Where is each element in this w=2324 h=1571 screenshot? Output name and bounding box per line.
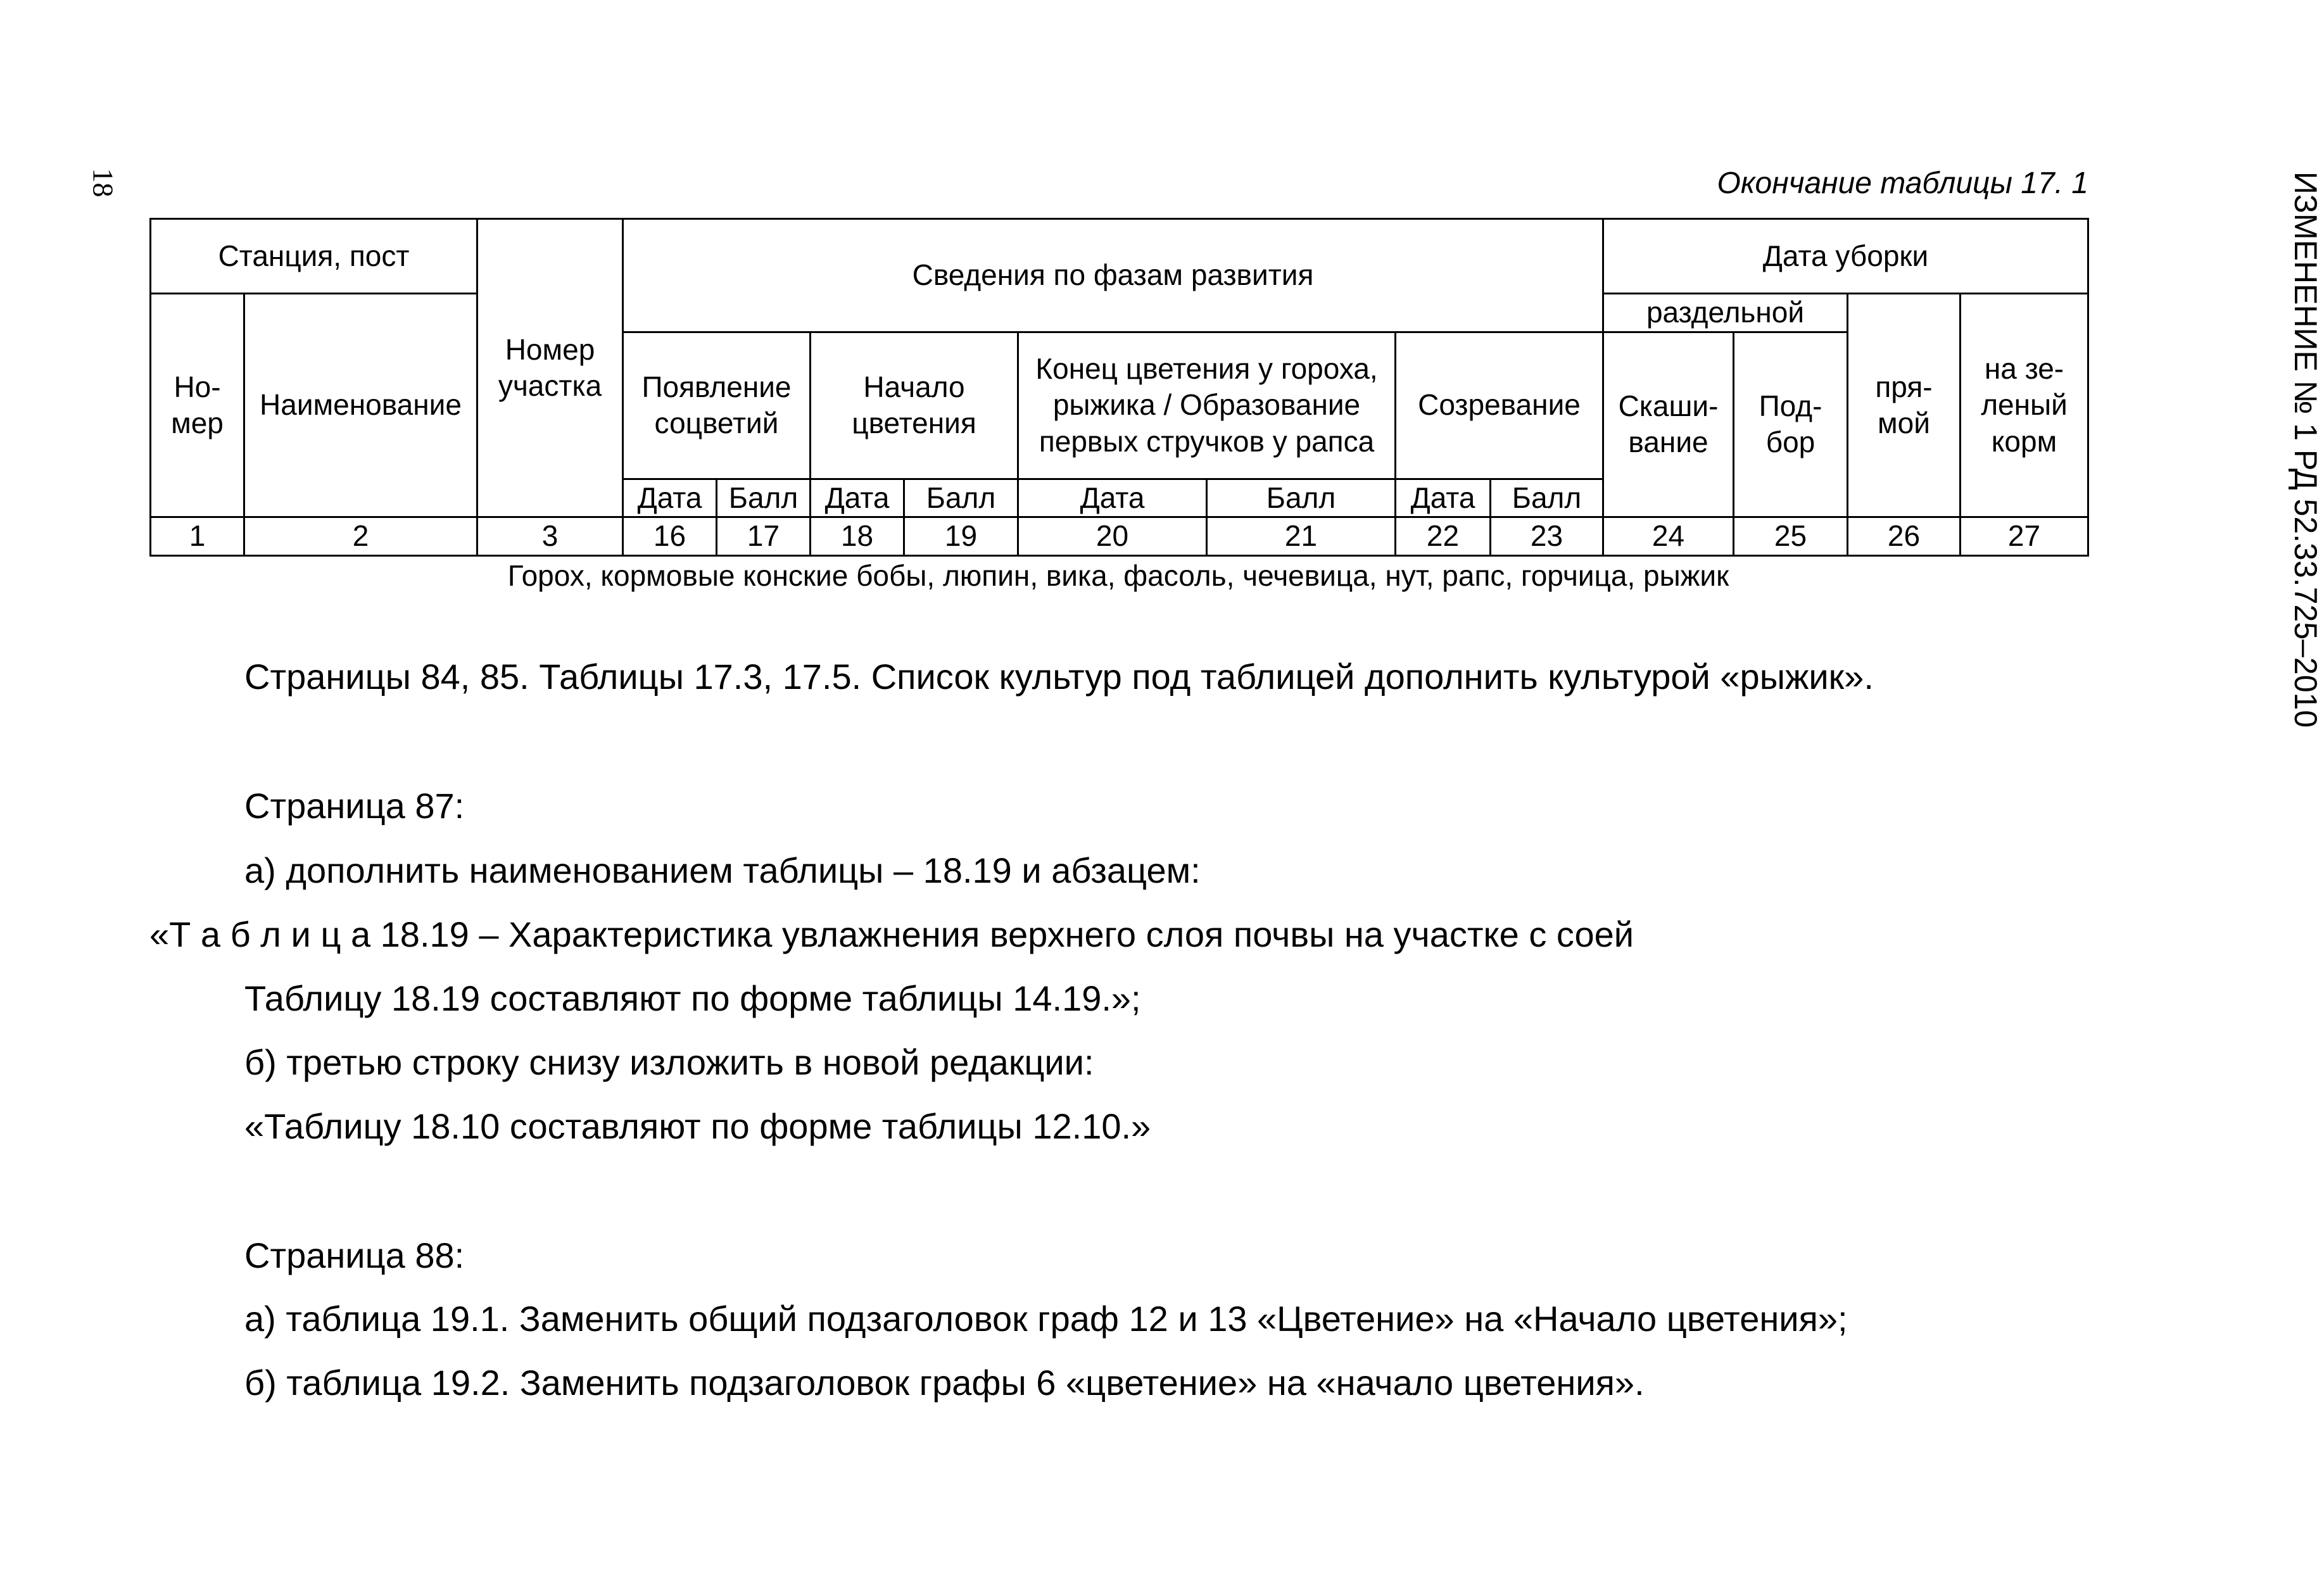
paragraph-page-88-heading: Страница 88:	[244, 1235, 465, 1275]
column-number: 22	[1396, 517, 1491, 556]
column-number: 24	[1603, 517, 1734, 556]
column-number: 23	[1491, 517, 1603, 556]
column-number: 21	[1207, 517, 1396, 556]
header-green-feed: на зе-леный корм	[1961, 294, 2088, 517]
column-number: 18	[811, 517, 904, 556]
table-caption: Окончание таблицы 17. 1	[1717, 167, 2088, 200]
header-direct: пря-мой	[1848, 294, 1961, 517]
paragraph-pages-84-85: Страницы 84, 85. Таблицы 17.3, 17.5. Список культур под таблицей дополнить культурой «рыжик».	[244, 657, 1874, 697]
header-date: Дата	[623, 479, 717, 517]
document-side-header: ИЗМЕНЕНИЕ № 1 РД 52.33.725–2010	[2288, 171, 2323, 728]
header-name: Наименование	[244, 294, 477, 517]
header-date: Дата	[811, 479, 904, 517]
header-pickup: Под-бор	[1734, 332, 1848, 517]
paragraph-item-a: а) дополнить наименованием таблицы – 18.19 и абзацем:	[244, 850, 1201, 890]
column-number: 25	[1734, 517, 1848, 556]
header-plot-number: Номер участка	[477, 219, 623, 517]
header-score: Балл	[717, 479, 811, 517]
phase-table	[149, 218, 2089, 557]
paragraph-page-87-heading: Страница 87:	[244, 786, 465, 826]
header-score: Балл	[1491, 479, 1603, 517]
paragraph-table-18-10: «Таблицу 18.10 составляют по форме таблицы 12.10.»	[244, 1106, 1151, 1146]
column-number: 19	[904, 517, 1018, 556]
column-number: 17	[717, 517, 811, 556]
column-number: 26	[1848, 517, 1961, 556]
header-score: Балл	[904, 479, 1018, 517]
table-crop-list: Горох, кормовые конские бобы, люпин, вика, фасоль, чечевица, нут, рапс, горчица, рыжик	[507, 559, 1729, 592]
paragraph-table-19-2: б) таблица 19.2. Заменить подзаголовок графы 6 «цветение» на «начало цветения».	[244, 1363, 1645, 1403]
header-ripening: Созревание	[1396, 332, 1603, 479]
column-number: 3	[477, 517, 623, 556]
header-score: Балл	[1207, 479, 1396, 517]
column-number: 2	[244, 517, 477, 556]
header-phase-info: Сведения по фазам развития	[623, 219, 1603, 332]
header-mowing: Скаши-вание	[1603, 332, 1734, 517]
header-date: Дата	[1396, 479, 1491, 517]
header-date: Дата	[1018, 479, 1207, 517]
page-number: 18	[87, 168, 120, 198]
column-number: 27	[1961, 517, 2088, 556]
header-station-post: Станция, пост	[151, 219, 477, 294]
header-harvest-date: Дата уборки	[1603, 219, 2088, 294]
paragraph-table-19-1: а) таблица 19.1. Заменить общий подзаголовок граф 12 и 13 «Цветение» на «Начало цветения»;	[244, 1299, 1848, 1339]
header-separate: раздельной	[1603, 294, 1848, 332]
paragraph-table-form: Таблицу 18.19 составляют по форме таблицы 14.19.»;	[244, 978, 1141, 1018]
column-number: 20	[1018, 517, 1207, 556]
header-number: Но-мер	[151, 294, 244, 517]
header-flowering-end: Конец цветения у гороха, рыжика / Образование первых стручков у рапса	[1018, 332, 1396, 479]
paragraph-item-b: б) третью строку снизу изложить в новой редакции:	[244, 1042, 1094, 1082]
header-flowering-start: Начало цветения	[811, 332, 1018, 479]
paragraph-table-title: «Т а б л и ц а 18.19 – Характеристика увлажнения верхнего слоя почвы на участке с соей	[149, 914, 1634, 954]
column-number: 1	[151, 517, 244, 556]
column-number: 16	[623, 517, 717, 556]
header-inflorescence: Появление соцветий	[623, 332, 811, 479]
